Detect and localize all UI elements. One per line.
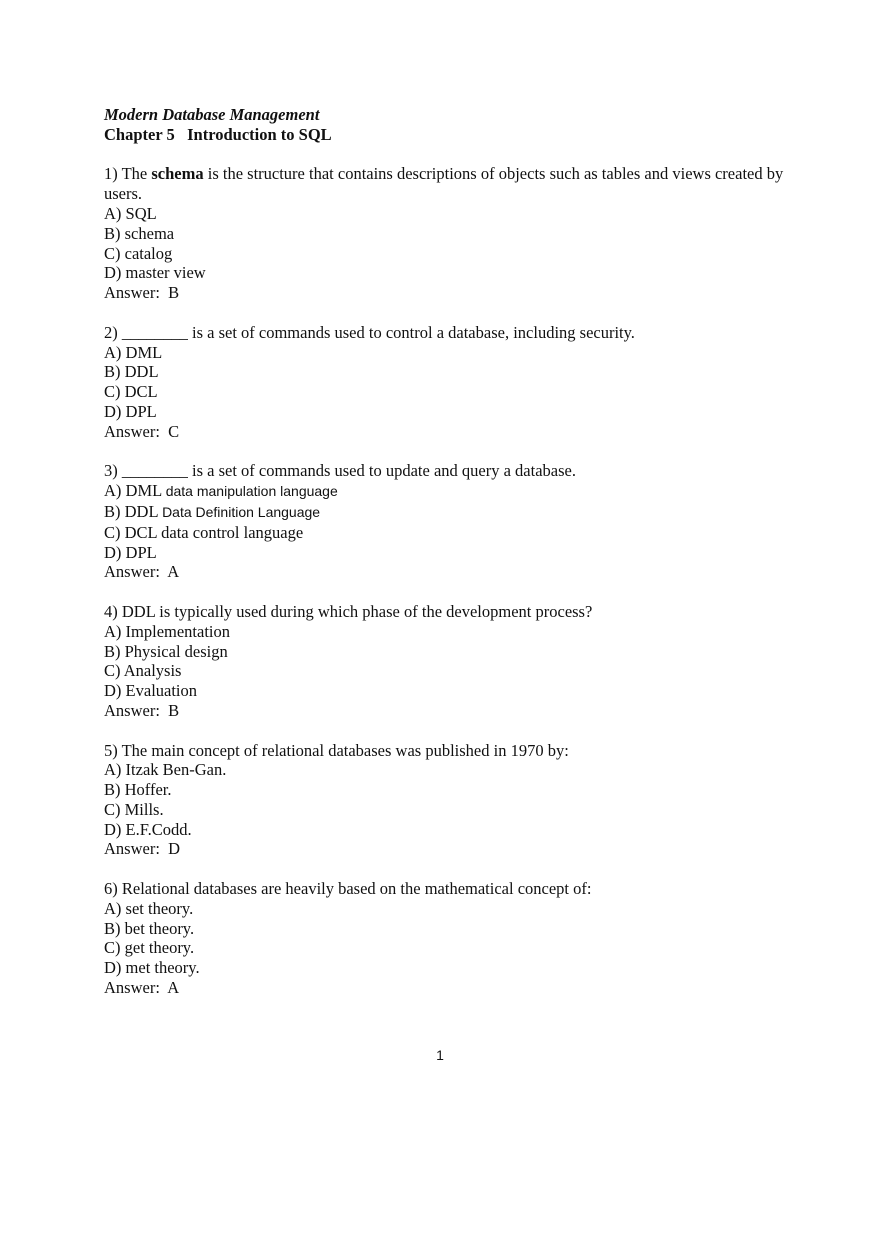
question-4-option-d: D) Evaluation xyxy=(104,681,198,701)
question-6-option-c: C) get theory. xyxy=(104,938,195,958)
document-body xyxy=(104,105,804,998)
spacer xyxy=(104,859,804,879)
question-3-option-a-text: A) DML xyxy=(104,481,162,501)
question-1 xyxy=(104,164,804,303)
question-3-option-c xyxy=(104,523,804,543)
question-1-stem-suffix: is the structure that contains descriptions of objects such as tables and views created by users. xyxy=(104,164,784,204)
chapter-title: Chapter 5 Introduction to SQL xyxy=(104,124,332,144)
question-1-stem-keyword: schema xyxy=(151,164,204,184)
book-title: Modern Database Management xyxy=(104,105,320,124)
question-6 xyxy=(104,879,804,998)
question-3-option-b-note: Data Definition Language xyxy=(162,503,321,520)
question-1-option-b: B) schema xyxy=(104,223,175,243)
question-1-option-d: D) master view xyxy=(104,263,206,283)
question-2-option-a: A) DML xyxy=(104,342,163,362)
question-6-stem: 6) Relational databases are heavily based on the mathematical concept of: xyxy=(104,879,592,899)
question-2-option-c: C) DCL xyxy=(104,382,158,402)
question-5-answer: Answer: D xyxy=(104,839,181,859)
question-4 xyxy=(104,602,804,721)
question-3-option-c-note: data control language xyxy=(161,522,304,542)
question-2-stem: 2) ________ is a set of commands used to control a database, including security. xyxy=(104,322,635,342)
question-1-option-a: A) SQL xyxy=(104,203,157,223)
question-6-option-b: B) bet theory. xyxy=(104,918,195,938)
question-3-option-a-note: data manipulation language xyxy=(165,483,338,500)
question-2 xyxy=(104,323,804,442)
spacer xyxy=(104,582,804,602)
question-5-option-a: A) Itzak Ben-Gan. xyxy=(104,760,227,780)
question-3-option-b-text: B) DDL xyxy=(104,501,158,521)
question-5-option-d: D) E.F.Codd. xyxy=(104,819,192,839)
question-3-stem: 3) ________ is a set of commands used to update and query a database. xyxy=(104,461,576,481)
question-3-option-d: D) DPL xyxy=(104,542,157,562)
question-4-option-c: C) Analysis xyxy=(104,661,182,681)
question-4-stem: 4) DDL is typically used during which phase of the development process? xyxy=(104,601,593,621)
question-5-option-b: B) Hoffer. xyxy=(104,780,172,800)
question-5 xyxy=(104,741,804,860)
question-6-option-a: A) set theory. xyxy=(104,898,194,918)
question-3-option-a xyxy=(104,481,804,502)
question-4-option-a: A) Implementation xyxy=(104,621,231,641)
question-2-answer: Answer: C xyxy=(104,421,180,441)
page-number: 1 xyxy=(436,1047,444,1063)
question-4-option-b: B) Physical design xyxy=(104,641,228,661)
question-2-option-b: B) DDL xyxy=(104,362,159,382)
question-3 xyxy=(104,461,804,582)
question-2-option-d: D) DPL xyxy=(104,401,157,421)
question-3-option-c-text: C) DCL xyxy=(104,522,158,542)
question-5-option-c: C) Mills. xyxy=(104,799,164,819)
question-3-answer: Answer: A xyxy=(104,562,180,582)
question-1-answer: Answer: B xyxy=(104,283,180,303)
question-6-answer: Answer: A xyxy=(104,978,180,998)
question-3-option-b xyxy=(104,502,804,523)
spacer xyxy=(104,442,804,462)
spacer xyxy=(104,145,804,165)
spacer xyxy=(104,303,804,323)
spacer xyxy=(104,721,804,741)
question-4-answer: Answer: B xyxy=(104,700,180,720)
question-6-option-d: D) met theory. xyxy=(104,958,200,978)
question-1-stem xyxy=(104,164,804,204)
question-1-option-c: C) catalog xyxy=(104,243,173,263)
question-5-stem: 5) The main concept of relational databases was published in 1970 by: xyxy=(104,740,569,760)
question-1-stem-prefix: 1) The xyxy=(104,164,152,184)
